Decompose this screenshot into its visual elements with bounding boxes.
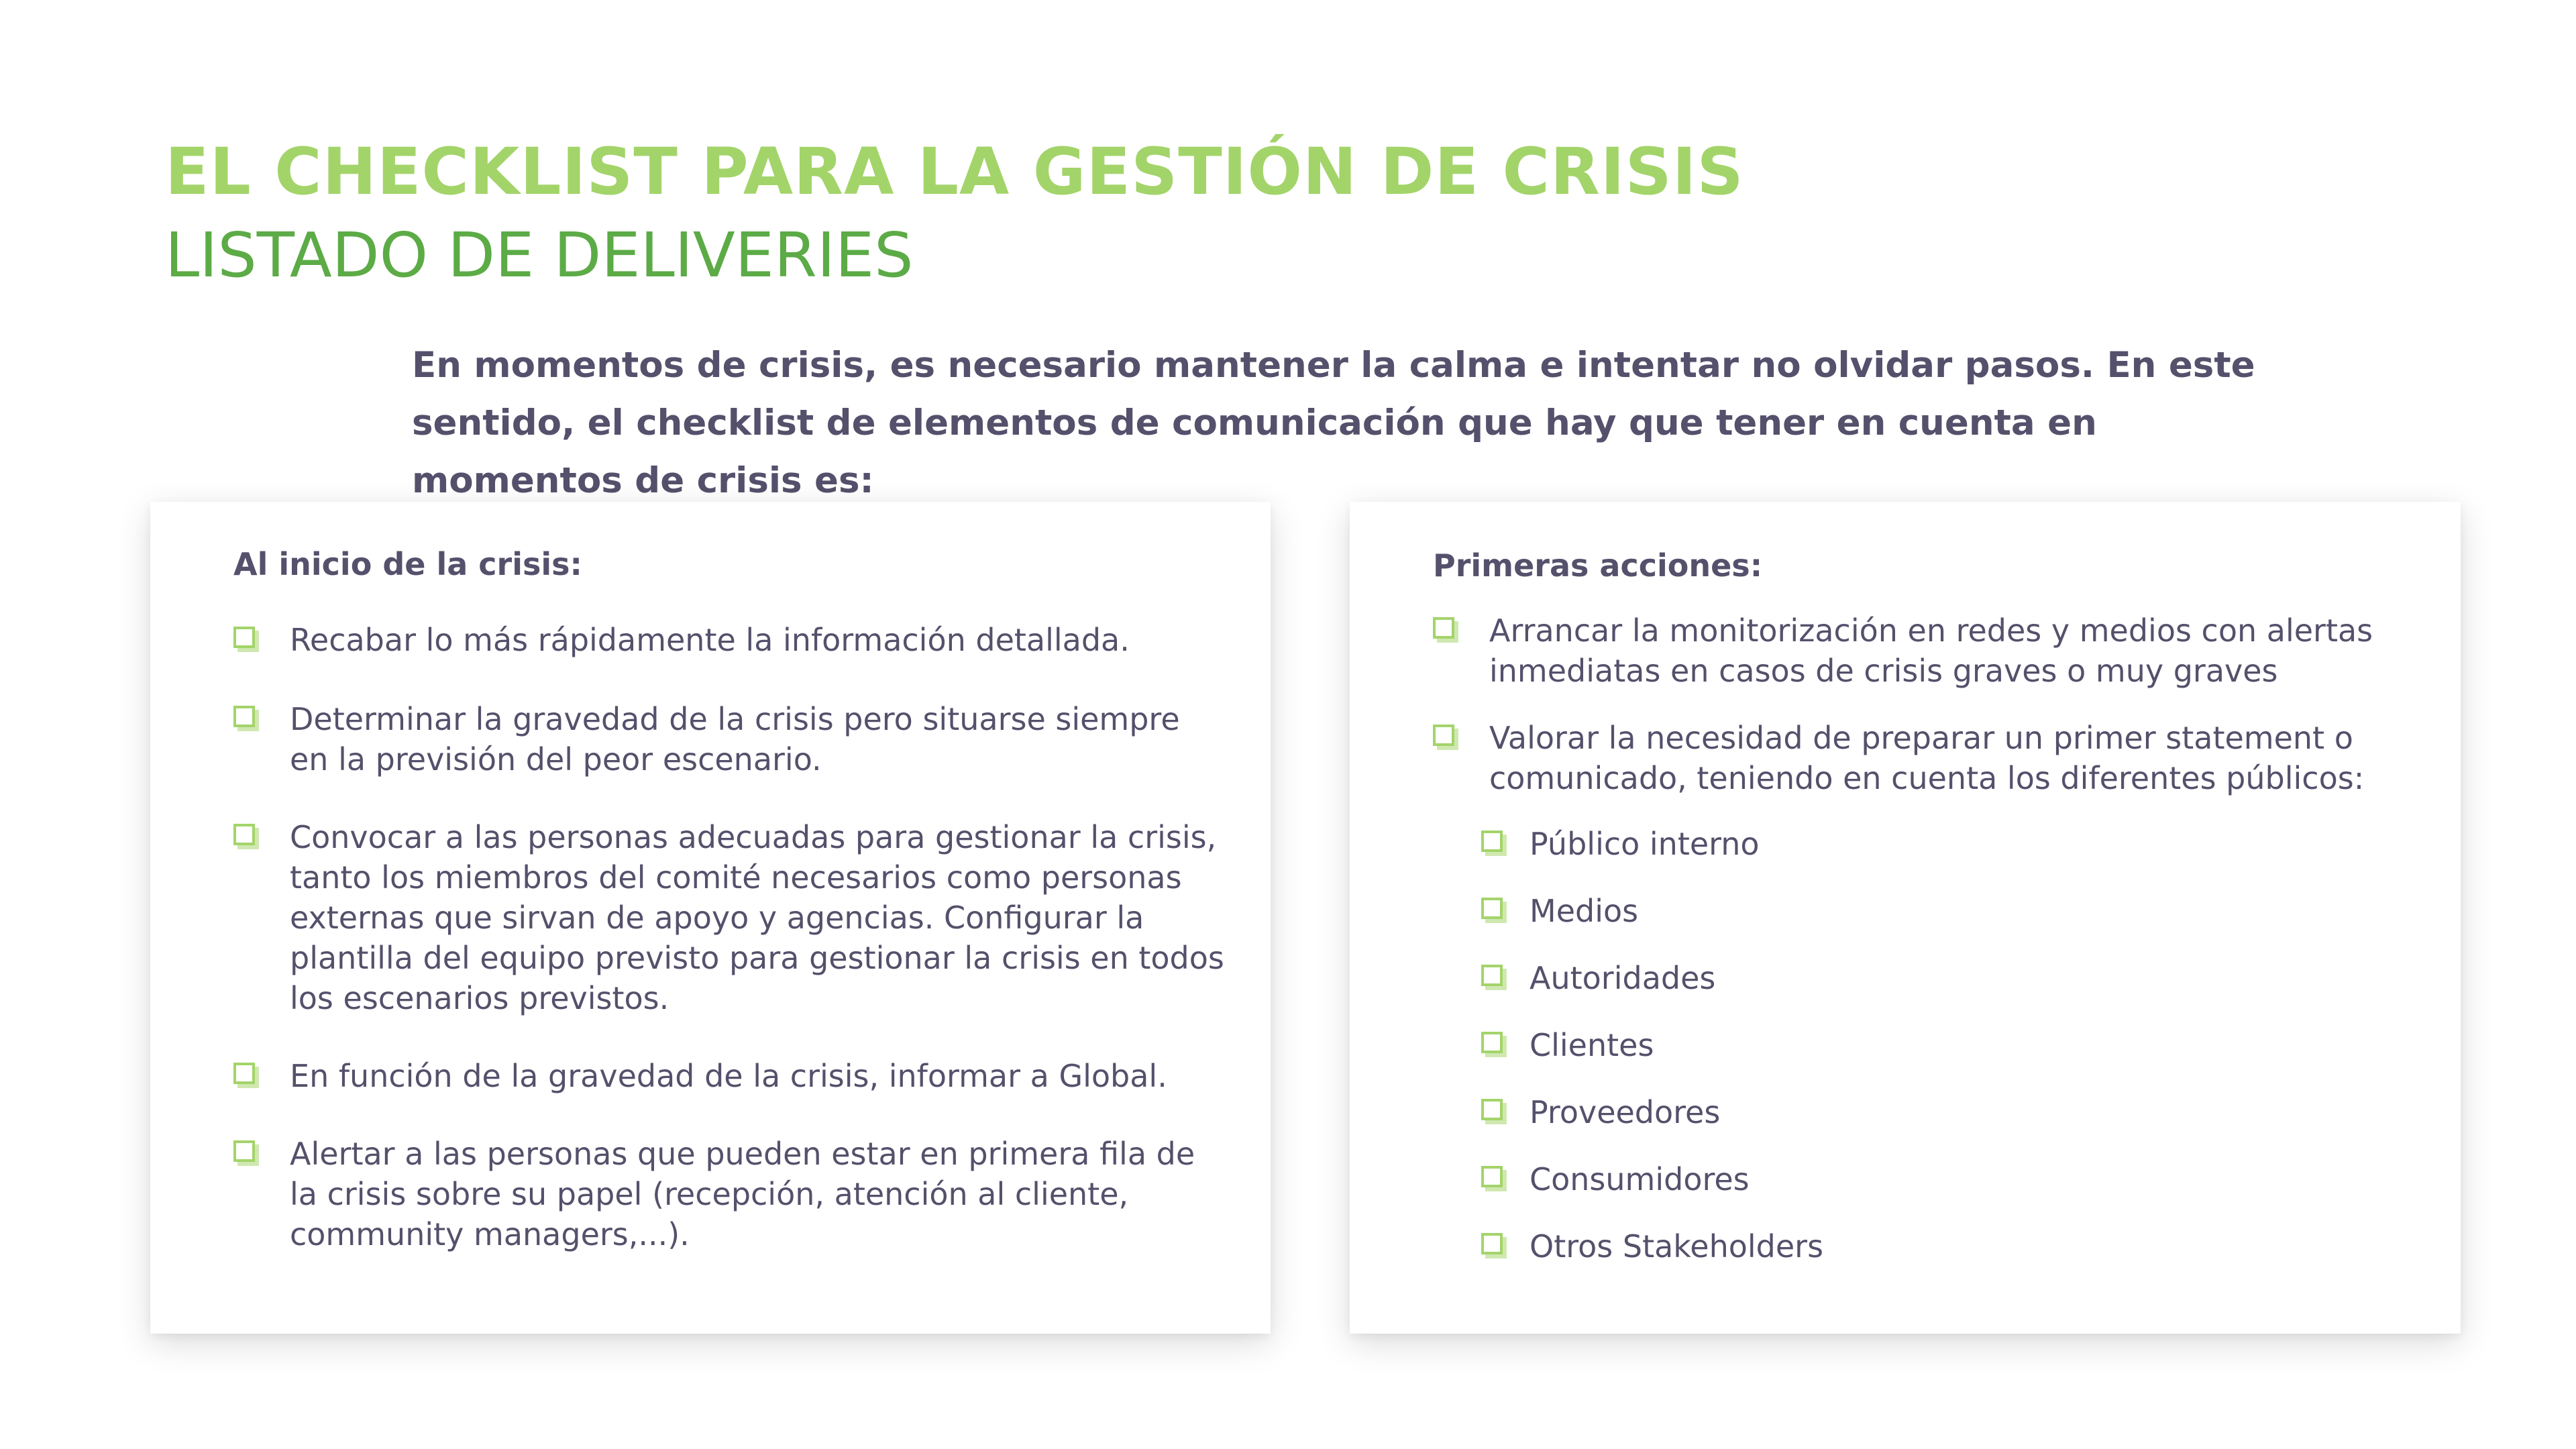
checkbox-icon <box>1433 617 1454 639</box>
list-item-text: Convocar a las personas adecuadas para gestionar la crisis, tanto los miembros del comité necesarios como personas externas que sirvan de apoyo y agencias. Configurar la plantilla del equipo previsto para gestionar la crisis en todos los escenarios previstos. <box>290 819 1224 1016</box>
checkbox-icon <box>1481 965 1503 986</box>
list-item-text: Determinar la gravedad de la crisis pero situarse siempre en la previsión del peor escenario. <box>290 701 1180 777</box>
checkbox-icon <box>1433 724 1454 746</box>
checkbox-icon <box>233 627 255 648</box>
checkbox-icon <box>1481 1166 1503 1187</box>
checkbox-icon <box>233 824 255 845</box>
sub-list-item <box>1481 1159 2286 1199</box>
checkbox-icon <box>1481 898 1503 919</box>
checkbox-icon <box>233 1063 255 1084</box>
sub-list-item-text: Público interno <box>1529 826 1760 862</box>
sub-list-item-text: Medios <box>1529 893 1639 929</box>
left-checklist <box>233 620 1226 1292</box>
left-card-heading: Al inicio de la crisis: <box>233 546 582 582</box>
list-item <box>233 1134 1226 1254</box>
sub-list-item-text: Proveedores <box>1529 1094 1721 1130</box>
sub-list-item-text: Otros Stakeholders <box>1529 1228 1824 1265</box>
left-card <box>150 502 1271 1334</box>
sub-list-item-text: Consumidores <box>1529 1161 1750 1197</box>
right-card <box>1350 502 2461 1334</box>
checkbox-icon <box>1481 830 1503 852</box>
sub-list-item-text: Clientes <box>1529 1027 1654 1063</box>
sub-list-item <box>1481 1092 2286 1132</box>
list-item <box>1433 718 2399 798</box>
right-card-heading: Primeras acciones: <box>1433 547 1763 584</box>
list-item-text: En función de la gravedad de la crisis, informar a Global. <box>290 1058 1167 1094</box>
checkbox-icon <box>233 706 255 727</box>
sub-list-item <box>1481 891 2286 931</box>
sub-list-item-text: Autoridades <box>1529 960 1716 996</box>
list-item <box>233 620 1226 660</box>
checkbox-icon <box>1481 1233 1503 1254</box>
list-item-text: Arrancar la monitorización en redes y medios con alertas inmediatas en casos de crisis graves o muy graves <box>1489 612 2373 689</box>
intro-paragraph: En momentos de crisis, es necesario mantener la calma e intentar no olvidar pasos. En este sentido, el checklist de elementos de comunicación que hay que tener en cuenta en momentos de crisis es: <box>412 345 2255 501</box>
right-checklist <box>1433 610 2399 825</box>
list-item <box>233 817 1226 1018</box>
list-item-text: Recabar lo más rápidamente la información detallada. <box>290 622 1130 658</box>
sub-list-item <box>1481 958 2286 998</box>
stakeholder-sublist <box>1481 824 2286 1293</box>
list-item <box>1433 610 2399 691</box>
page-title: EL CHECKLIST PARA LA GESTIÓN DE CRISIS <box>165 134 1744 209</box>
list-item-text: Alertar a las personas que pueden estar en primera fila de la crisis sobre su papel (recepción, atención al cliente, community managers,...). <box>290 1136 1195 1252</box>
sub-list-item <box>1481 1025 2286 1065</box>
checkbox-icon <box>1481 1032 1503 1053</box>
sub-list-item <box>1481 1226 2286 1267</box>
checkbox-icon <box>1481 1099 1503 1120</box>
checkbox-icon <box>233 1140 255 1162</box>
list-item <box>233 1056 1226 1096</box>
list-item <box>233 699 1226 780</box>
page-subtitle: LISTADO DE DELIVERIES <box>165 219 914 291</box>
sub-list-item <box>1481 824 2286 864</box>
list-item-text: Valorar la necesidad de preparar un primer statement o comunicado, teniendo en cuenta los diferentes públicos: <box>1489 720 2365 796</box>
